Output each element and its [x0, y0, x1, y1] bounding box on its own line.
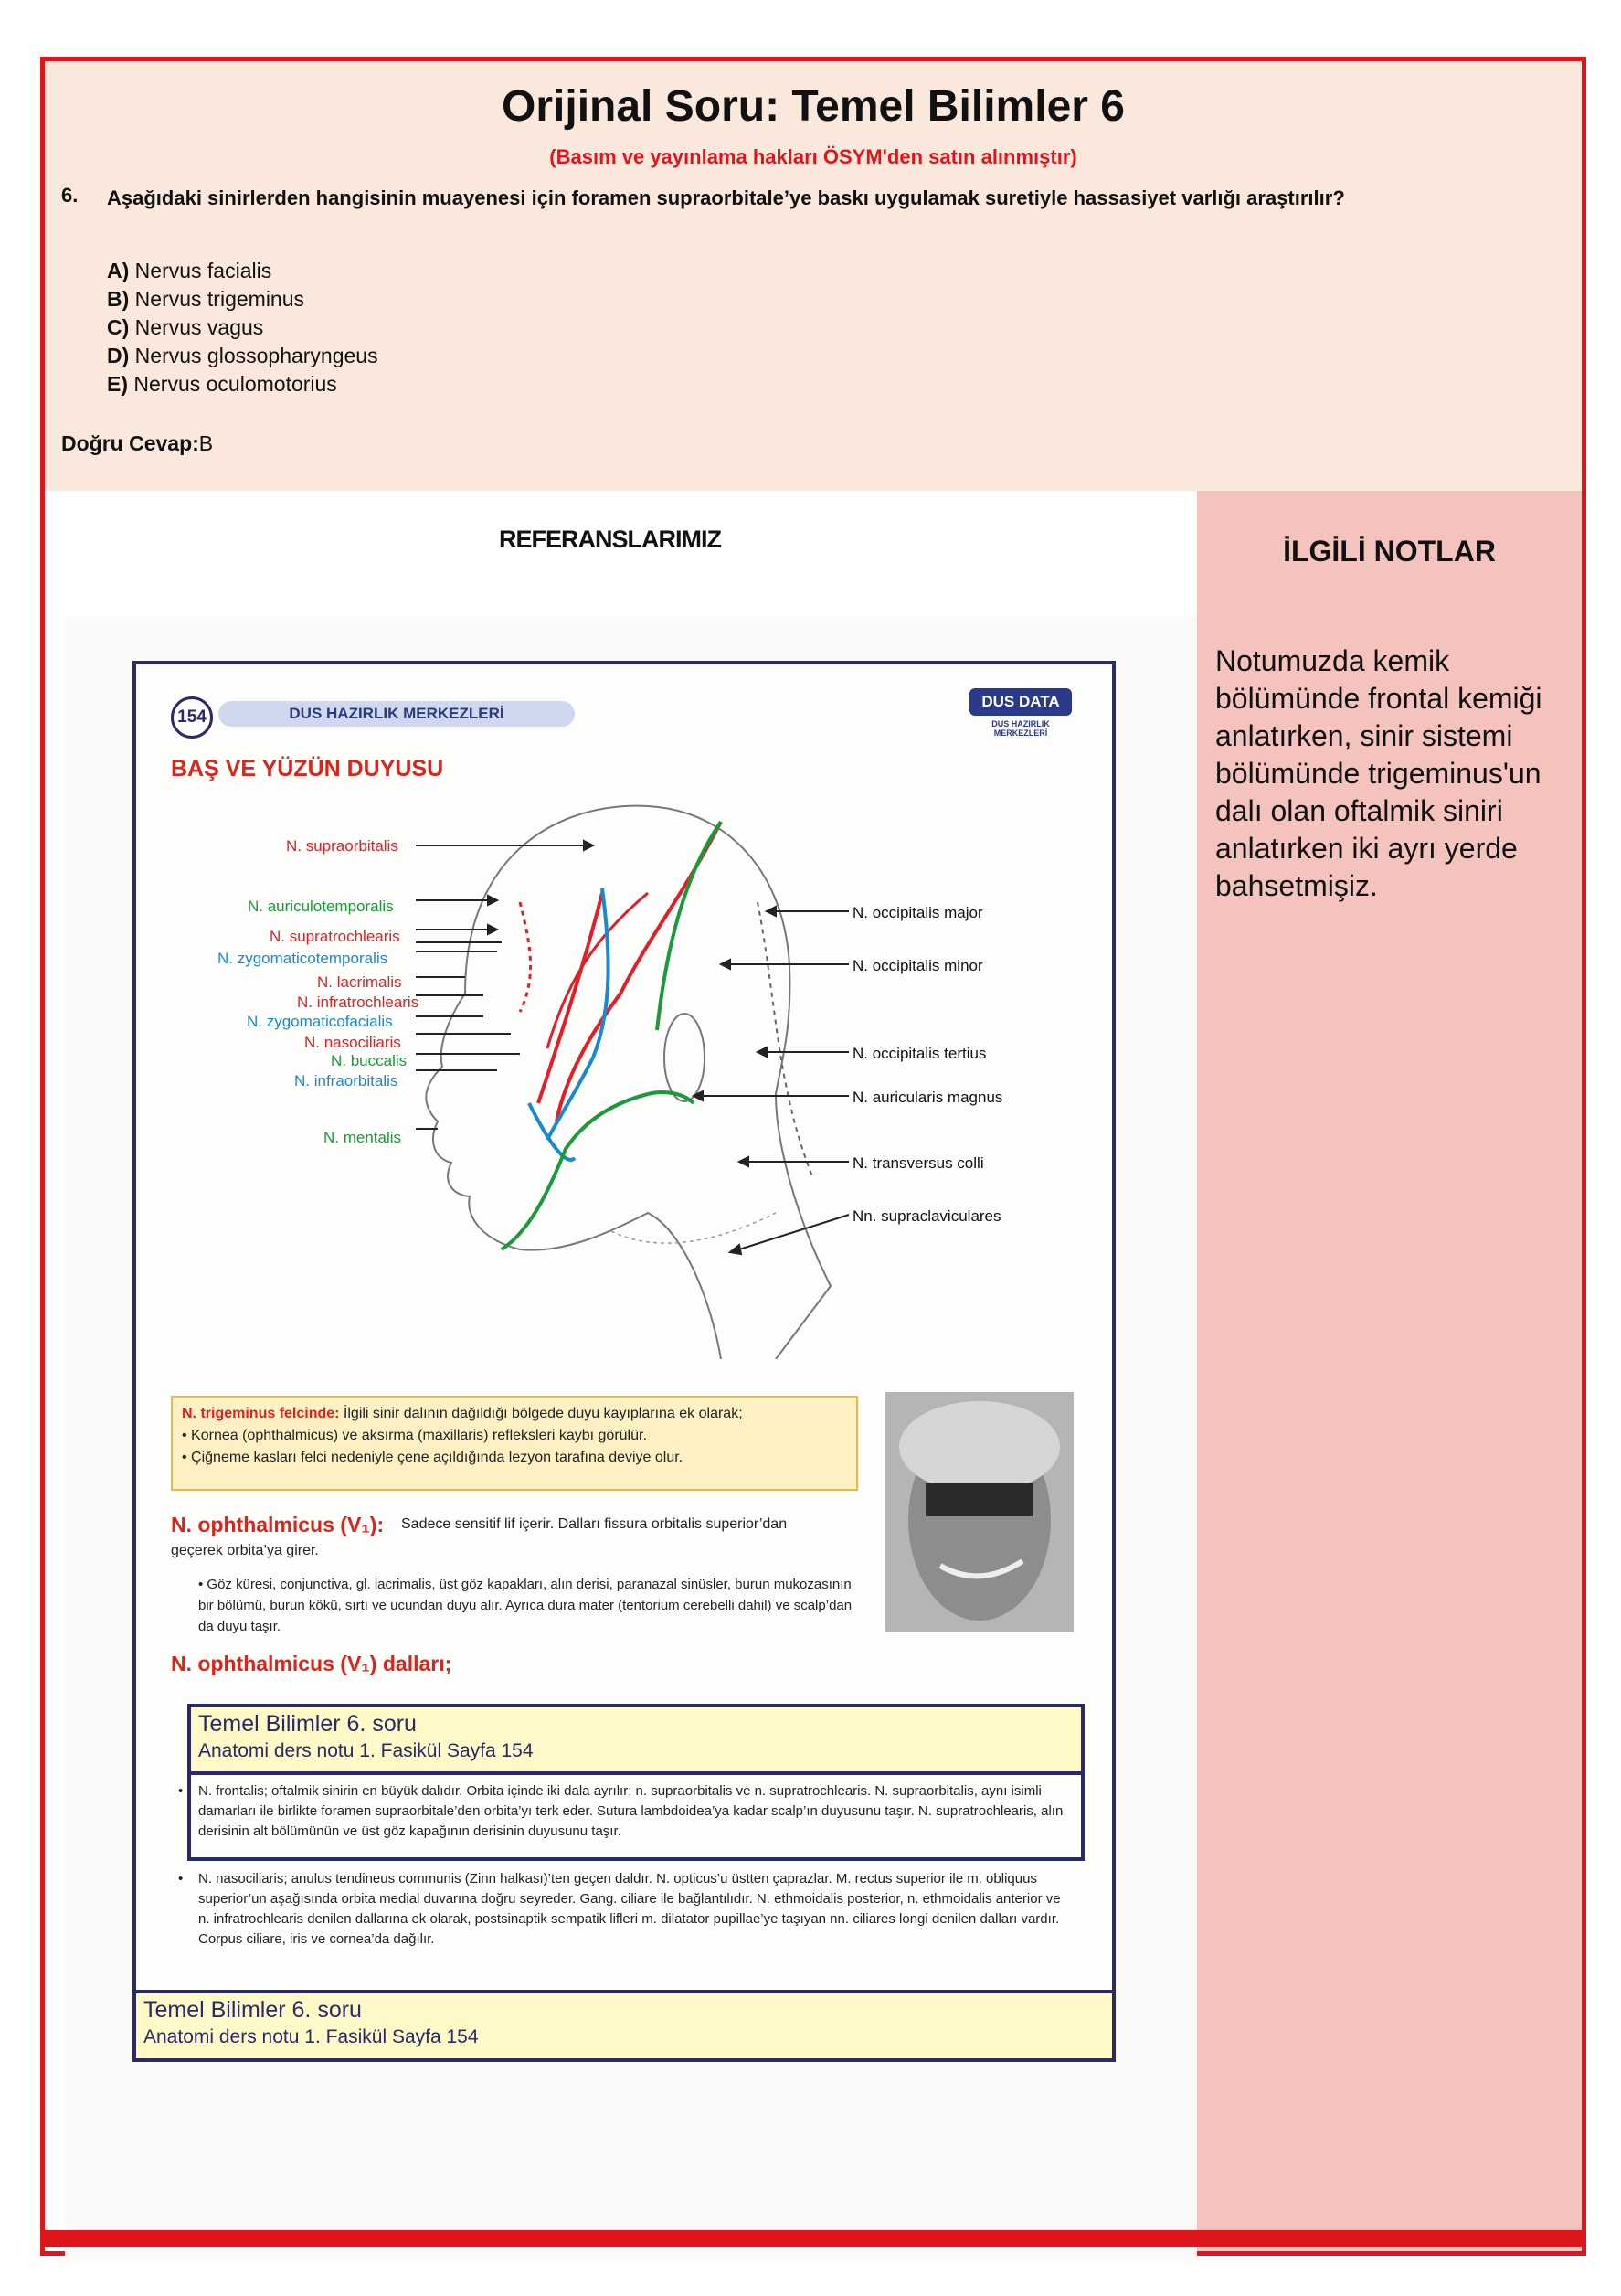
- page-header: DUS HAZIRLIK MERKEZLERİ: [218, 701, 575, 727]
- copyright-notice: (Basım ve yayınlama hakları ÖSYM'den satın alınmıştır): [549, 145, 1077, 168]
- label-infratrochlearis: N. infratrochlearis: [297, 994, 419, 1011]
- label-supratrochlearis: N. supratrochlearis: [270, 928, 400, 945]
- label-mentalis: N. mentalis: [323, 1129, 402, 1146]
- label-infraorbitalis: N. infraorbitalis: [294, 1072, 398, 1090]
- references-title: REFERANSLARIMIZ: [499, 526, 721, 553]
- label-supraclaviculares: Nn. supraclaviculares: [853, 1207, 1001, 1225]
- label-auricularis-magnus: N. auricularis magnus: [853, 1089, 1003, 1106]
- label-zygomaticofacialis: N. zygomaticofacialis: [247, 1013, 393, 1030]
- nasociliaris-text: • N. nasociliaris; anulus tendineus communis (Zinn halkası)’ten geçen daldır. N. opticus’u üstten çaprazlar. M. rectus superior ile m. obliquus superior’un aşağısında orbita medial duvarına doğru seyreder. Gang. ciliare ile bağlantılıdır. N. ethmoidalis posterior, n. ethmoidalis anterior ve n. infratrochlearis denilen dallarına ek olarak, postsinaptik sempatik lifleri m. dilatator pupillae’ye taşıyan nn. ciliares longi denilen dalları vardır. Corpus ciliare, iris ve cornea’da dağılır.: [198, 1869, 1066, 1950]
- document-frame: [40, 57, 1586, 2256]
- bottom-red-bar: [40, 2230, 1586, 2247]
- label-auriculotemporalis: N. auriculotemporalis: [248, 898, 394, 915]
- ophthalmicus-text: Sadece sensitif lif içerir. Dalları fissura orbitalis superior’dan: [401, 1516, 788, 1532]
- patient-photo: [885, 1392, 1074, 1632]
- section-title: BAŞ VE YÜZÜN DUYUSU: [171, 756, 444, 781]
- label-occipitalis-major: N. occipitalis major: [853, 904, 983, 921]
- caption-2: Temel Bilimler 6. soru Anatomi ders notu 1. Fasikül Sayfa 154: [136, 1990, 1112, 2058]
- notes-panel: [1197, 491, 1582, 2251]
- option-a: A) Nervus facialis: [107, 259, 272, 282]
- label-occipitalis-minor: N. occipitalis minor: [853, 957, 983, 974]
- right-pointer-arrows: [694, 907, 849, 1254]
- option-e: E) Nervus oculomotorius: [107, 372, 337, 396]
- page-number: 154: [171, 696, 213, 739]
- caption-1: Temel Bilimler 6. soru Anatomi ders notu 1. Fasikül Sayfa 154: [187, 1704, 1085, 1775]
- dus-data-logo: DUS DATA DUS HAZIRLIK MERKEZLERİ: [969, 688, 1072, 739]
- label-supraorbitalis: N. supraorbitalis: [286, 837, 398, 855]
- option-b: B) Nervus trigeminus: [107, 287, 305, 311]
- ophthalmicus-line2: geçerek orbita’ya girer.: [171, 1543, 319, 1558]
- page-title: Orijinal Soru: Temel Bilimler 6: [502, 82, 1125, 131]
- ophthalmicus-bullet: • Göz küresi, conjunctiva, gl. lacrimalis, üst göz kapakları, alın derisi, paranazal sinüsler, burun mukozasının bir bölümü, burun kökü, sırtı ve ucundan duyu alır. Ayrıca dura mater (tentorium cerebelli dahil) ve scalp’dan da duyu taşır.: [198, 1577, 853, 1634]
- textbook-page: [132, 661, 1116, 2062]
- question-number: 6.: [61, 184, 79, 207]
- ophthalmicus-branches-title: N. ophthalmicus (V₁) dalları;: [171, 1652, 452, 1675]
- head-nerve-diagram: [136, 664, 1112, 1359]
- label-nasociliaris: N. nasociliaris: [304, 1034, 401, 1051]
- question-section: [45, 61, 1582, 491]
- notes-body: Notumuzda kemik bölümünde frontal kemiği anlatırken, sinir sistemi bölümünde trigeminus'un dalı olan oftalmik siniri anlatırken iki ayrı yerde bahsetmişiz.: [1215, 644, 1542, 902]
- options-list: [107, 257, 378, 399]
- question-text: Aşağıdaki sinirlerden hangisinin muayenesi için foramen supraorbitale’ye baskı uygulamak suretiyle hassasiyet varlığı araştırılır?: [107, 186, 1345, 209]
- option-d: D) Nervus glossopharyngeus: [107, 344, 378, 367]
- correct-answer: Doğru Cevap:B: [61, 431, 214, 455]
- ophthalmicus-title: N. ophthalmicus (V₁):: [171, 1513, 385, 1536]
- frontalis-text: • N. frontalis; oftalmik sinirin en büyük dalıdır. Orbita içinde iki dala ayrılır; n. supraorbitalis ve n. supratrochlearis. N. supraorbitalis, aynı isimli damarları ile birlikte foramen supraorbitale’den orbita’yı terk eder. Sutura lambdoidea’ya kadar scalp’ın duyusunu taşır. N. supratrochlearis, alın derisinin alt bölümünün ve üst göz kapağının derisinin duyusunu taşır.: [198, 1781, 1066, 1842]
- label-lacrimalis: N. lacrimalis: [317, 973, 402, 991]
- label-occipitalis-tertius: N. occipitalis tertius: [853, 1045, 987, 1062]
- label-buccalis: N. buccalis: [331, 1052, 408, 1069]
- notes-title: İLGİLİ NOTLAR: [1283, 535, 1496, 568]
- option-c: C) Nervus vagus: [107, 315, 264, 339]
- label-transversus-colli: N. transversus colli: [853, 1154, 984, 1172]
- trigeminus-callout: N. trigeminus felcinde: İlgili sinir dalının dağıldığı bölgede duyu kayıplarına ek olarak; • Kornea (ophthalmicus) ve aksırma (maxillaris) refleksleri kaybı görülür. • Çiğneme kasları felci nedeniyle çene açıldığında lezyon tarafına deviye olur.: [171, 1396, 858, 1491]
- label-zygomaticotemporalis: N. zygomaticotemporalis: [217, 950, 388, 967]
